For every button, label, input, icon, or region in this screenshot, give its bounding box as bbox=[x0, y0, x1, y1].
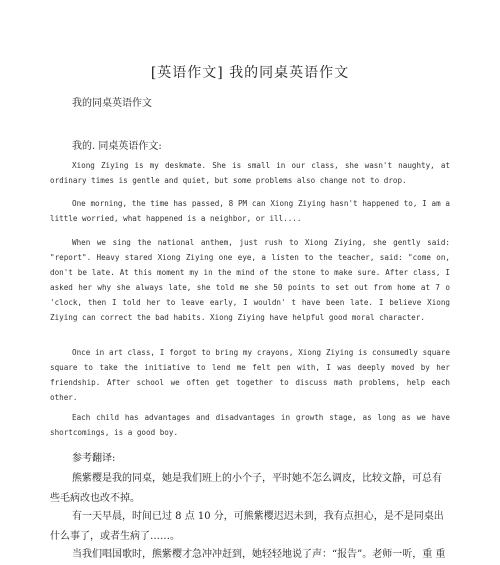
document-title: [英语作文] 我的同桌英语作文 bbox=[150, 65, 350, 81]
section-heading: 我的. 同桌英语作文: bbox=[72, 141, 162, 152]
chinese-paragraph-1: 熊紫樱是我的同桌，她是我们班上的小个子，平时她不怎么调皮，比较文静，可总有 些毛病改也改不掉。 bbox=[50, 473, 442, 504]
document-subtitle: 我的同桌英语作文 bbox=[72, 98, 152, 109]
english-paragraph-1: Xiong Ziying is my deskmate. She is small in our class, she wasn't naughty, at ordinary times is gentle and quiet, but some problems also change not to drop. bbox=[50, 161, 450, 185]
reference-translation-heading: 参考翻译: bbox=[72, 453, 116, 464]
chinese-paragraph-3: 当我们唱国歌时，熊紫樱才急冲冲赶到，她轻轻地说了声：“报告”。老师一听，重 重 bbox=[72, 549, 446, 560]
english-paragraph-2: One morning, the time has passed, 8 PM can Xiong Ziying hasn't happened to, I am a little worried, what happened is a neighbor, or ill.... bbox=[50, 199, 450, 223]
english-paragraph-3: When we sing the national anthem, just rush to Xiong Ziying, she gently said: "report". Heavy stared Xiong Ziying one eye, a listen to the teacher, said: "come on, don't be late. At this moment my in the mind of the stone to make sure. After class, I asked her why she always late, she told me she 50 points to set out from home at 7 o 'clock, then I told her to leave early, I wouldn' t have been late. I believe Xiong Ziying can correct the bad habits. Xiong Ziying have helpful good moral character. bbox=[50, 238, 450, 322]
chinese-paragraph-2: 有一天早晨，时间已过 8 点 10 分，可熊紫樱迟迟未到，我有点担心，是不是同桌出 什么事了，或者生病了……。 bbox=[50, 511, 444, 542]
english-paragraph-5: Each child has advantages and disadvantages in growth stage, as long as we have shortcomings, is a good boy. bbox=[50, 413, 450, 437]
english-paragraph-4: Once in art class, I forgot to bring my crayons, Xiong Ziying is consumedly square square to take the initiative to lend me felt pen with, I was deeply moved by her friendship. After school we often get together to discuss math problems, help each other. bbox=[50, 348, 450, 402]
